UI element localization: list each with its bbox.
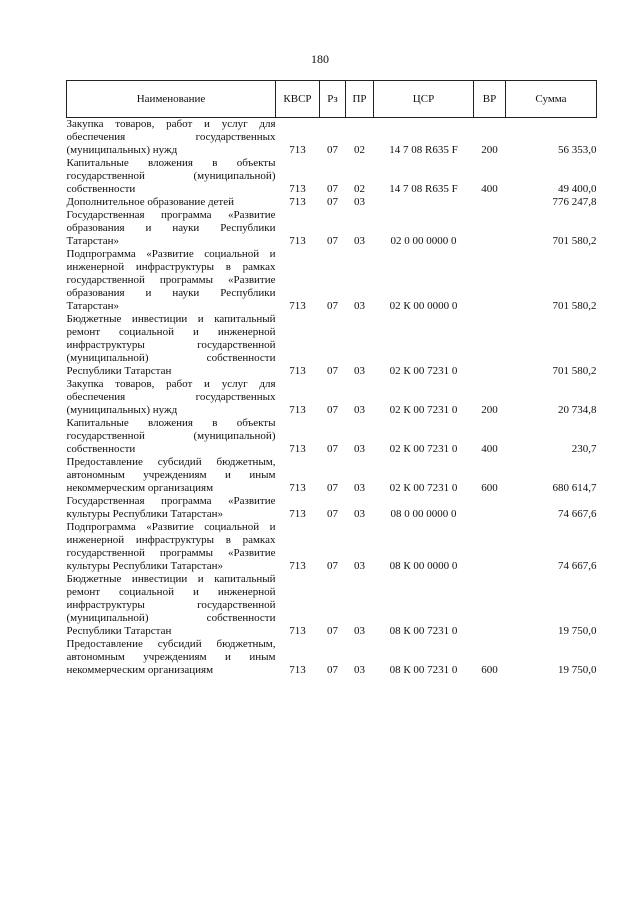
row-vr: 600 <box>481 482 498 494</box>
row-name: Бюджетные инвестиции и капитальный ремонт социальной и инженерной инфраструктуры государственной (муниципальной) собственности Республики Татарстан <box>66 313 276 377</box>
row-rz: 07 <box>327 664 338 676</box>
row-rz: 07 <box>327 365 338 377</box>
row-pr: 03 <box>354 443 365 455</box>
row-name: Государственная программа «Развитие образования и науки Республики Татарстан» <box>66 209 276 247</box>
row-csr: 08 К 00 7231 0 <box>389 625 458 637</box>
row-csr: 02 К 00 7231 0 <box>389 404 458 416</box>
row-kvsr: 713 <box>289 560 306 572</box>
row-vr: 400 <box>481 443 498 455</box>
row-rz: 07 <box>327 482 338 494</box>
row-kvsr: 713 <box>289 508 306 520</box>
row-name: Закупка товаров, работ и услуг для обеспечения государственных (муниципальных) нужд <box>66 118 276 156</box>
row-sum: 74 667,6 <box>558 508 597 520</box>
row-sum: 230,7 <box>571 443 597 455</box>
row-vr <box>474 573 506 638</box>
header-rz: Рз <box>320 81 346 118</box>
row-csr: 02 К 00 0000 0 <box>389 300 458 312</box>
row-rz: 07 <box>327 508 338 520</box>
row-name: Закупка товаров, работ и услуг для обеспечения государственных (муниципальных) нужд <box>66 378 276 416</box>
row-rz: 07 <box>327 235 338 247</box>
row-kvsr: 713 <box>289 443 306 455</box>
row-name: Дополнительное образование детей <box>66 196 235 208</box>
row-kvsr: 713 <box>289 625 306 637</box>
row-csr: 02 К 00 7231 0 <box>389 482 458 494</box>
row-name: Капитальные вложения в объекты государственной (муниципальной) собственности <box>66 417 276 455</box>
row-vr <box>474 313 506 378</box>
row-sum: 680 614,7 <box>552 482 597 494</box>
row-rz: 07 <box>327 196 338 208</box>
table-row <box>67 456 597 495</box>
header-csr: ЦСР <box>374 81 474 118</box>
row-rz: 07 <box>327 560 338 572</box>
row-pr: 02 <box>354 144 365 156</box>
row-vr <box>474 209 506 248</box>
table-row <box>67 118 597 158</box>
row-pr: 03 <box>354 196 365 208</box>
row-pr: 03 <box>354 508 365 520</box>
row-rz: 07 <box>327 443 338 455</box>
row-vr: 600 <box>481 664 498 676</box>
row-csr <box>374 196 474 209</box>
row-sum: 701 580,2 <box>552 365 597 377</box>
row-sum: 49 400,0 <box>558 183 597 195</box>
row-rz: 07 <box>327 404 338 416</box>
row-vr <box>474 495 506 521</box>
row-name: Подпрограмма «Развитие социальной и инженерной инфраструктуры в рамках государственной программы «Развитие культуры Республики Татарстан» <box>66 521 276 572</box>
row-csr: 08 К 00 0000 0 <box>389 560 458 572</box>
header-kvsr: КВСР <box>276 81 320 118</box>
row-csr: 02 К 00 7231 0 <box>389 443 458 455</box>
row-kvsr: 713 <box>289 196 306 208</box>
row-rz: 07 <box>327 144 338 156</box>
row-pr: 02 <box>354 183 365 195</box>
table-row <box>67 378 597 417</box>
row-kvsr: 713 <box>289 664 306 676</box>
table-row <box>67 495 597 521</box>
header-pr: ПР <box>346 81 374 118</box>
table-row <box>67 157 597 196</box>
row-csr: 14 7 08 R635 F <box>389 144 458 156</box>
row-csr: 02 0 00 0000 0 <box>390 235 457 247</box>
row-pr: 03 <box>354 625 365 637</box>
table-row <box>67 196 597 209</box>
page-number: 180 <box>311 52 329 66</box>
row-name: Капитальные вложения в объекты государственной (муниципальной) собственности <box>66 157 276 195</box>
header-sum: Сумма <box>506 81 597 118</box>
row-kvsr: 713 <box>289 404 306 416</box>
row-vr <box>474 521 506 573</box>
row-name: Государственная программа «Развитие культуры Республики Татарстан» <box>66 495 276 520</box>
row-sum: 701 580,2 <box>552 300 597 312</box>
row-name: Предоставление субсидий бюджетным, автономным учреждениям и иным некоммерческим организациям <box>66 456 276 494</box>
row-vr <box>474 196 506 209</box>
row-sum: 56 353,0 <box>558 144 597 156</box>
row-kvsr: 713 <box>289 300 306 312</box>
row-csr: 02 К 00 7231 0 <box>389 365 458 377</box>
row-kvsr: 713 <box>289 144 306 156</box>
row-pr: 03 <box>354 560 365 572</box>
row-pr: 03 <box>354 235 365 247</box>
row-sum: 19 750,0 <box>558 664 597 676</box>
row-sum: 74 667,6 <box>558 560 597 572</box>
table-row <box>67 521 597 573</box>
row-pr: 03 <box>354 300 365 312</box>
table-row <box>67 209 597 248</box>
table-row <box>67 313 597 378</box>
row-vr: 200 <box>481 404 498 416</box>
table-row <box>67 417 597 456</box>
row-rz: 07 <box>327 183 338 195</box>
table-header-row <box>67 81 597 118</box>
row-name: Предоставление субсидий бюджетным, автономным учреждениям и иным некоммерческим организациям <box>66 638 276 676</box>
row-pr: 03 <box>354 365 365 377</box>
row-pr: 03 <box>354 482 365 494</box>
table-row <box>67 573 597 638</box>
table-row <box>67 638 597 677</box>
row-vr: 400 <box>481 183 498 195</box>
row-kvsr: 713 <box>289 365 306 377</box>
row-vr <box>474 248 506 313</box>
row-pr: 03 <box>354 404 365 416</box>
row-sum: 701 580,2 <box>552 235 597 247</box>
row-name: Бюджетные инвестиции и капитальный ремонт социальной и инженерной инфраструктуры государственной (муниципальной) собственности Республики Татарстан <box>66 573 276 637</box>
row-kvsr: 713 <box>289 183 306 195</box>
row-vr: 200 <box>481 144 498 156</box>
row-csr: 08 0 00 0000 0 <box>390 508 457 520</box>
header-name: Наименование <box>67 81 276 118</box>
row-sum: 19 750,0 <box>558 625 597 637</box>
row-sum: 776 247,8 <box>552 196 597 208</box>
row-csr: 08 К 00 7231 0 <box>389 664 458 676</box>
row-name: Подпрограмма «Развитие социальной и инженерной инфраструктуры в рамках государственной программы «Развитие образования и науки Республики Татарстан» <box>66 248 276 312</box>
row-sum: 20 734,8 <box>558 404 597 416</box>
header-vr: ВР <box>474 81 506 118</box>
row-rz: 07 <box>327 300 338 312</box>
row-rz: 07 <box>327 625 338 637</box>
row-pr: 03 <box>354 664 365 676</box>
row-csr: 14 7 08 R635 F <box>389 183 458 195</box>
table-row <box>67 248 597 313</box>
budget-table <box>66 80 597 677</box>
row-kvsr: 713 <box>289 235 306 247</box>
table-body <box>67 118 597 678</box>
row-kvsr: 713 <box>289 482 306 494</box>
